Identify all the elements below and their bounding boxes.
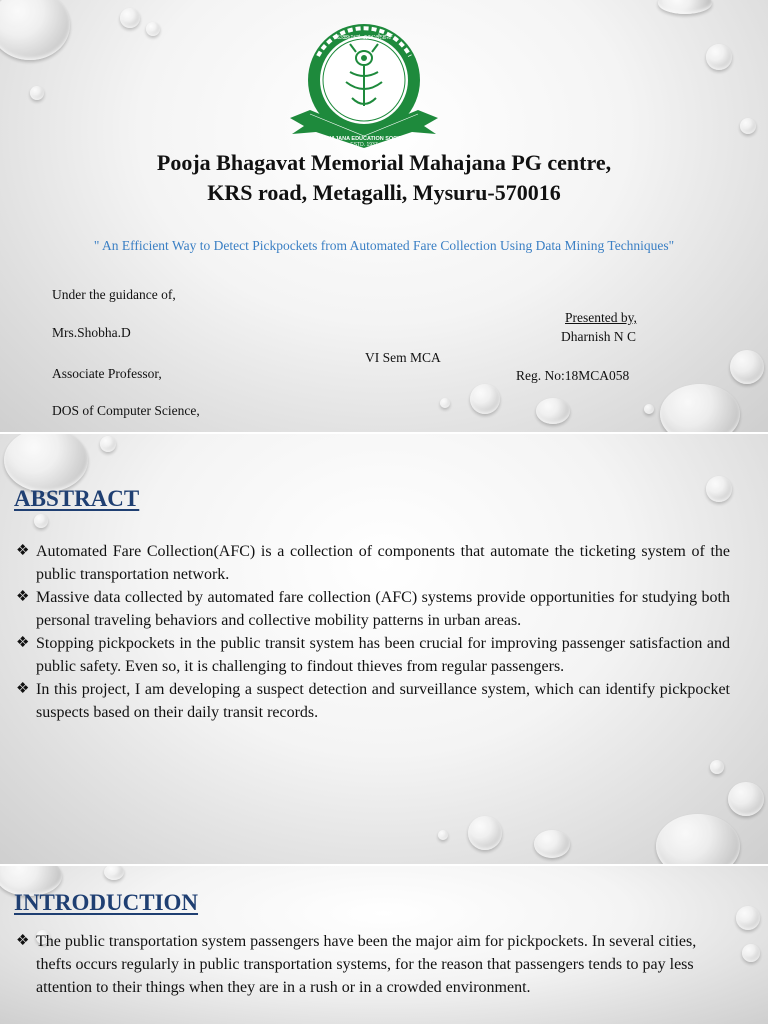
institution-address: KRS road, Metagalli, Mysuru-570016: [207, 180, 561, 205]
title-slide: [0, 0, 768, 432]
water-drop-decoration: [536, 398, 570, 424]
water-drop-decoration: [706, 44, 732, 70]
registration-number: Reg. No:18MCA058: [516, 368, 630, 383]
water-drop-decoration: [120, 8, 140, 28]
guide-designation: Associate Professor,: [52, 366, 162, 381]
guide-department: DOS of Computer Science,: [52, 403, 200, 418]
abstract-bullet: [14, 632, 730, 678]
water-drop-decoration: [644, 404, 654, 414]
institution-name: Pooja Bhagavat Memorial Mahajana PG centre,: [156, 150, 612, 175]
water-drop-decoration: [438, 830, 448, 840]
abstract-bullet: [14, 540, 730, 586]
introduction-slide: [0, 866, 768, 1024]
diamond-bullet-icon: ❖: [16, 933, 30, 949]
water-drop-decoration: [440, 398, 450, 408]
water-drop-decoration: [658, 0, 712, 14]
abstract-bullet-text: In this project, I am developing a suspect detection and surveillance system, which can identify pickpocket suspects based on their daily transit records.: [36, 681, 730, 721]
abstract-bullet-text: Automated Fare Collection(AFC) is a collection of components that automate the ticketing system of the public transportation network.: [36, 543, 730, 583]
water-drop-decoration: [4, 434, 88, 492]
abstract-bullet-list: [14, 540, 730, 724]
logo-society-text: MAHAJANA EDUCATION SOCIETY: [318, 136, 410, 142]
water-drop-decoration: [706, 476, 732, 502]
introduction-bullet-text: The public transportation system passengers have been the major aim for pickpockets. In several cities, thefts occurs regularly in public transportation systems, for the reason that passengers tends to pay less attention to their things when they are in a rush or in a crowded environment.: [36, 933, 697, 996]
mahajana-logo: [288, 22, 440, 150]
water-drop-decoration: [660, 384, 740, 432]
guidance-label: Under the guidance of,: [52, 287, 176, 302]
water-drop-decoration: [34, 514, 48, 528]
introduction-bullet: [14, 930, 730, 999]
abstract-slide: [0, 434, 768, 864]
water-drop-decoration: [742, 944, 760, 962]
diamond-bullet-icon: ❖: [16, 681, 30, 697]
logo-year-text: ESTD. 1937: [350, 142, 378, 148]
water-drop-decoration: [470, 384, 500, 414]
diamond-bullet-icon: ❖: [16, 635, 30, 651]
water-drop-decoration: [710, 760, 724, 774]
logo-kannada-text: ಮಹಾಜನ ಎಜುಕೇಶನ್: [334, 32, 394, 41]
project-title: " An Efficient Way to Detect Pickpockets from Automated Fare Collection Using Data Mining Techniques": [93, 238, 675, 253]
diamond-bullet-icon: ❖: [16, 589, 30, 605]
water-drop-decoration: [730, 350, 764, 384]
abstract-heading: ABSTRACT: [14, 486, 140, 511]
water-drop-decoration: [104, 866, 124, 880]
presenter-name: Dharnish N C: [561, 329, 636, 344]
semester: VI Sem MCA: [365, 350, 441, 365]
guide-name: Mrs.Shobha.D: [52, 325, 131, 340]
water-drop-decoration: [740, 118, 756, 134]
abstract-bullet-text: Stopping pickpockets in the public transit system has been crucial for improving passenger satisfaction and public safety. Even so, it is challenging to findout thieves from regular passengers.: [36, 635, 730, 675]
abstract-bullet: [14, 678, 730, 724]
water-drop-decoration: [30, 86, 44, 100]
water-drop-decoration: [0, 0, 70, 60]
presented-by-label: Presented by,: [565, 310, 637, 325]
abstract-bullet: [14, 586, 730, 632]
water-drop-decoration: [100, 436, 116, 452]
introduction-heading: INTRODUCTION: [14, 890, 199, 915]
abstract-bullet-text: Massive data collected by automated fare collection (AFC) systems provide opportunities for studying both personal traveling behaviors and collective mobility patterns in urban areas.: [36, 589, 730, 629]
water-drop-decoration: [534, 830, 570, 858]
water-drop-decoration: [728, 782, 764, 816]
water-drop-decoration: [146, 22, 160, 36]
water-drop-decoration: [468, 816, 502, 850]
introduction-bullet-list: [14, 930, 730, 999]
diamond-bullet-icon: ❖: [16, 543, 30, 559]
water-drop-decoration: [736, 906, 760, 930]
water-drop-decoration: [656, 814, 740, 864]
